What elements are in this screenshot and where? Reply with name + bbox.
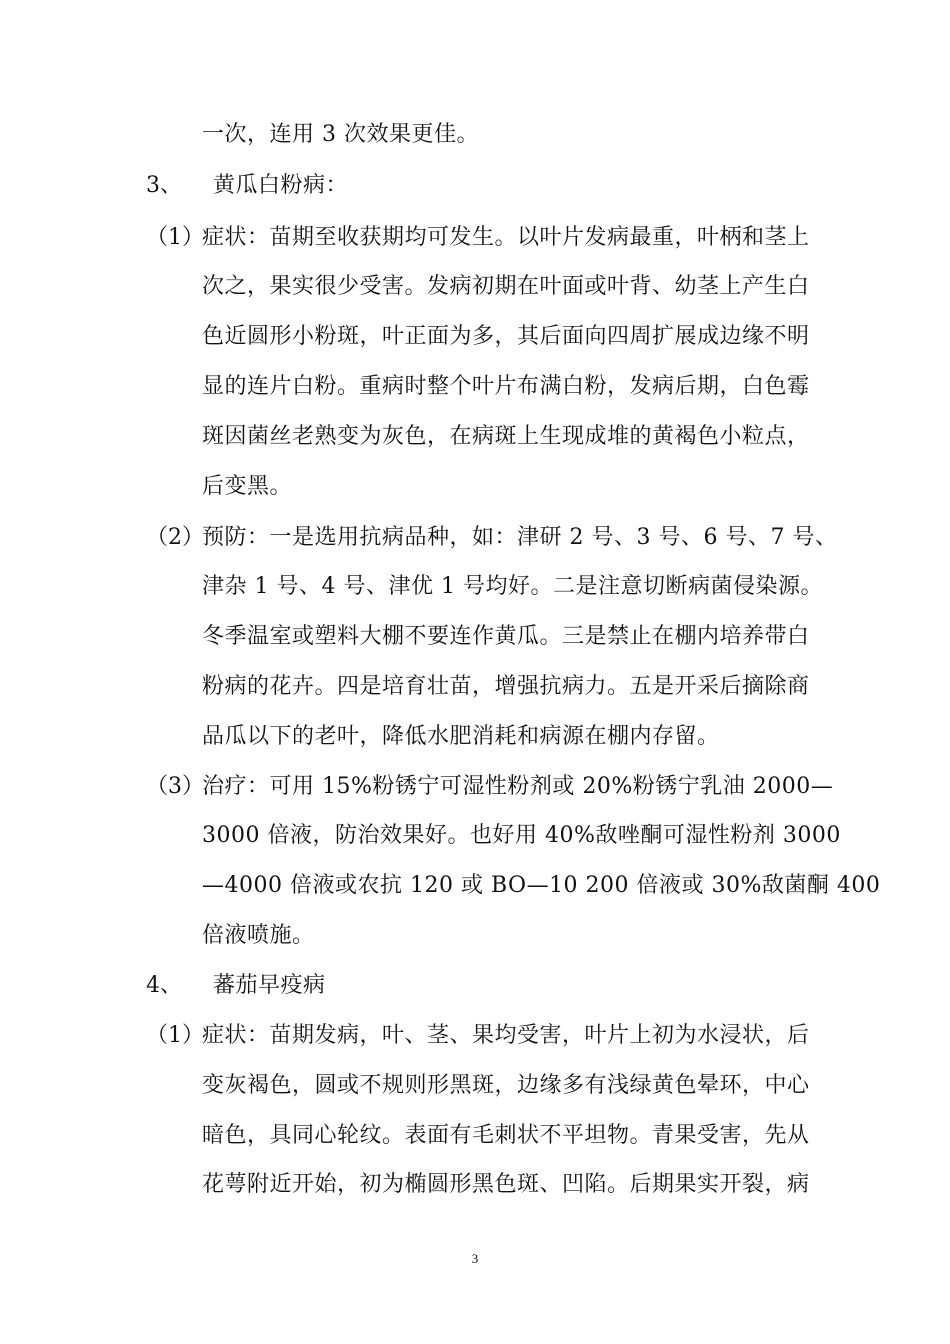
- paragraph-line: 色近圆形小粉斑，叶正面为多，其后面向四周扩展成边缘不明: [202, 324, 810, 349]
- paragraph-line: 治疗：可用 15%粉锈宁可湿性粉剂或 20%粉锈宁乳油 2000—: [202, 774, 834, 799]
- paragraph-line: 斑因菌丝老熟变为灰色，在病斑上生现成堆的黄褐色小粒点，: [202, 424, 810, 449]
- paragraph-line: 后变黑。: [202, 474, 293, 499]
- paragraph-line: 3000 倍液，防治效果好。也好用 40%敌唑酮可湿性粉剂 3000: [202, 823, 841, 848]
- paragraph-line: 花萼附近开始，初为椭圆形黑色斑、凹陷。后期果实开裂，病: [202, 1172, 810, 1197]
- page-number: 3: [471, 1251, 479, 1266]
- paragraph-line: 津杂 1 号、4 号、津优 1 号均好。二是注意切断病菌侵染源。: [202, 574, 823, 599]
- item-marker: （1）: [146, 225, 204, 250]
- section-number: 3、: [146, 173, 182, 198]
- paragraph-line: 次之，果实很少受害。发病初期在叶面或叶背、幼茎上产生白: [202, 274, 810, 299]
- continuation-line: 一次，连用 3 次效果更佳。: [202, 122, 479, 147]
- paragraph-line: 症状：苗期至收获期均可发生。以叶片发病最重，叶柄和茎上: [202, 225, 810, 250]
- paragraph-line: 品瓜以下的老叶，降低水肥消耗和病源在棚内存留。: [202, 724, 720, 749]
- paragraph-line: 暗色，具同心轮纹。表面有毛刺状不平坦物。青果受害，先从: [202, 1123, 810, 1148]
- item-marker: （2）: [146, 525, 204, 550]
- item-marker: （1）: [146, 1023, 204, 1048]
- paragraph-line: —4000 倍液或农抗 120 或 BO—10 200 倍液或 30%敌菌酮 400: [202, 873, 881, 898]
- section-title: 黄瓜白粉病：: [213, 173, 349, 198]
- paragraph-line: 粉病的花卉。四是培育壮苗，增强抗病力。五是开采后摘除商: [202, 674, 810, 699]
- paragraph-line: 预防：一是选用抗病品种，如：津研 2 号、3 号、6 号、7 号、: [202, 525, 838, 550]
- item-marker: （3）: [146, 774, 204, 799]
- paragraph-line: 倍液喷施。: [202, 923, 315, 948]
- section-number: 4、: [146, 973, 182, 998]
- paragraph-line: 症状：苗期发病，叶、茎、果均受害，叶片上初为水浸状，后: [202, 1023, 810, 1048]
- section-title: 蕃茄早疫病: [213, 973, 326, 998]
- paragraph-line: 变灰褐色，圆或不规则形黑斑，边缘多有浅绿黄色晕环，中心: [202, 1073, 810, 1098]
- paragraph-line: 冬季温室或塑料大棚不要连作黄瓜。三是禁止在棚内培养带白: [202, 624, 810, 649]
- paragraph-line: 显的连片白粉。重病时整个叶片布满白粉，发病后期，白色霉: [202, 374, 810, 399]
